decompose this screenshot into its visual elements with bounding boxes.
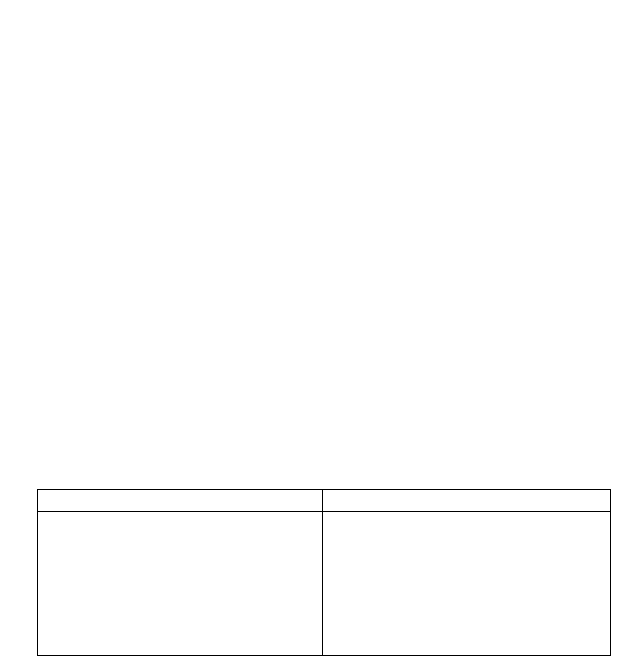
marker-table-header-underline: [38, 511, 610, 512]
marker-table: [37, 489, 611, 656]
marker-table-divider: [322, 490, 323, 655]
